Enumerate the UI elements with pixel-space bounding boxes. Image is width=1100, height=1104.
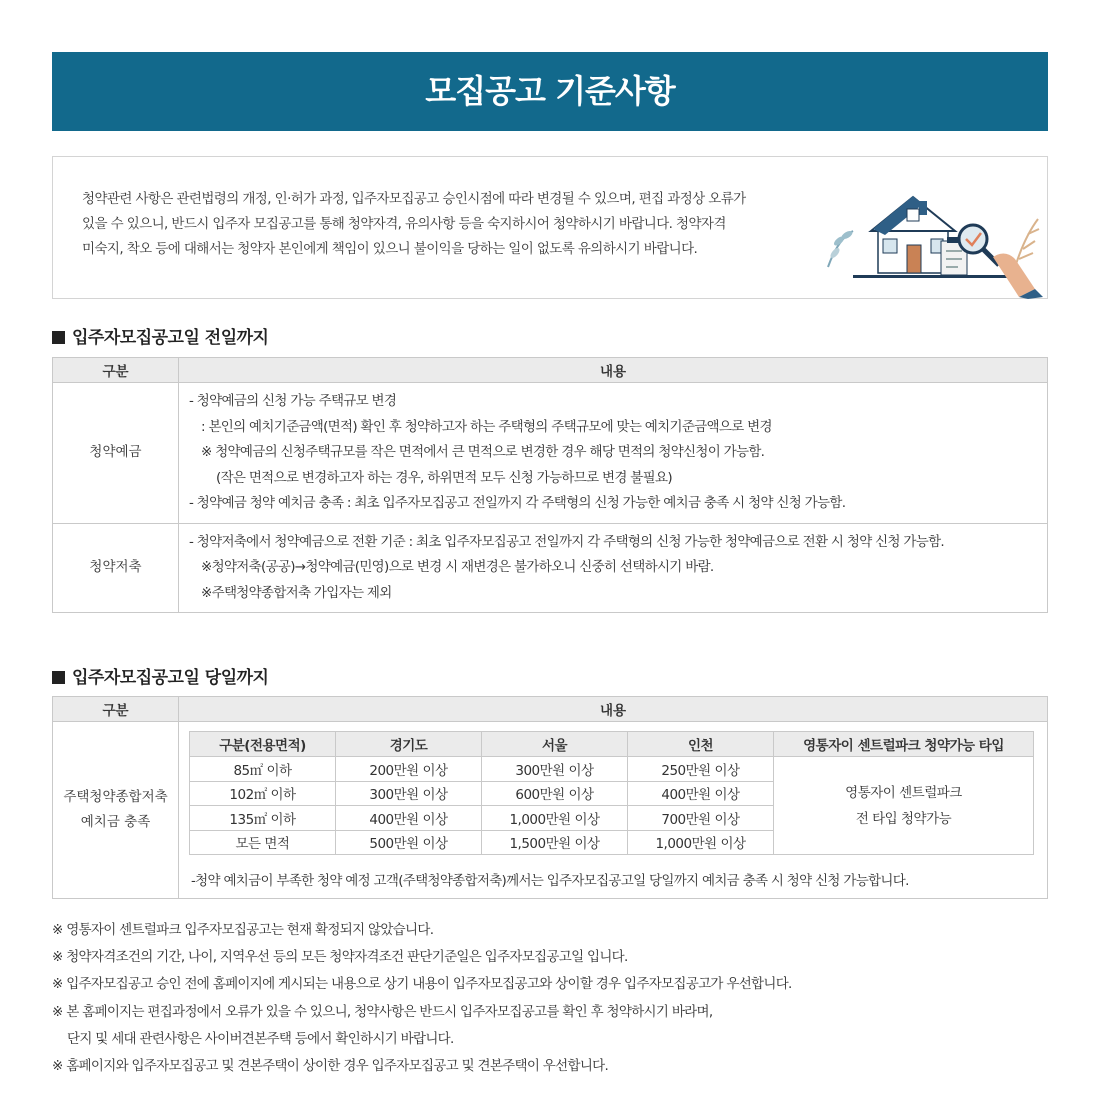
table-cell: 250만원 이상: [628, 757, 774, 782]
section1-title: [52, 323, 268, 348]
footnote: 단지 및 세대 관련사항은 사이버견본주택 등에서 확인하시기 바랍니다.: [67, 1030, 454, 1047]
square-bullet-icon: [52, 671, 65, 684]
category-line: 주택청약종합저축: [63, 789, 168, 805]
table-cell: 135㎡ 이하: [190, 806, 336, 831]
merged-line: 영통자이 센트럴파크: [845, 784, 962, 801]
table-cell: 700만원 이상: [628, 806, 774, 831]
content-line: - 청약예금 청약 예치금 충족 : 최초 입주자모집공고 전일까지 각 주택형의 신청 가능한 예치금 충족 시 청약 신청 가능함.: [189, 495, 846, 511]
deposit-header-gyeonggi: 경기도: [336, 732, 482, 757]
table-cell: 300만원 이상: [482, 757, 628, 782]
content-line: - 청약저축에서 청약예금으로 전환 기준 : 최초 입주자모집공고 전일까지 각 주택형의 신청 가능한 청약예금으로 전환 시 청약 신청 가능함.: [189, 533, 945, 550]
merged-line: 전 타입 청약가능: [855, 810, 952, 827]
content-line: : 본인의 예치기준금액(면적) 확인 후 청약하고자 하는 주택형의 주택규모에 맞는 예치기준금액으로 변경: [201, 418, 772, 435]
intro-line: 청약관련 사항은 관련법령의 개정, 인·허가 과정, 입주자모집공고 승인시점에 따라 변경될 수 있으며, 편집 과정상 오류가: [82, 191, 746, 207]
footnote: ※ 청약자격조건의 기간, 나이, 지역우선 등의 모든 청약자격조건 판단기준일은 입주자모집공고일 입니다.: [52, 949, 628, 966]
table-cell: 500만원 이상: [336, 830, 482, 855]
footnote: ※ 영통자이 센트럴파크 입주자모집공고는 현재 확정되지 않았습니다.: [52, 922, 434, 938]
content-line: ※ 청약예금의 신청주택규모를 작은 면적에서 큰 면적으로 변경한 경우 해당 면적의 청약신청이 가능함.: [201, 444, 765, 460]
category-line: 예치금 충족: [80, 814, 151, 830]
content-line: ※주택청약종합저축 가입자는 제외: [201, 584, 392, 601]
content-line: - 청약예금의 신청 가능 주택규모 변경: [189, 393, 397, 409]
deposit-header-seoul: 서울: [482, 732, 628, 757]
section2-title-text: 입주자모집공고일 당일까지: [72, 668, 269, 688]
deposit-note: -청약 예치금이 부족한 청약 예정 고객(주택청약종합저축)께서는 입주자모집공고일 당일까지 예치금 충족 시 청약 신청 가능합니다.: [191, 873, 909, 889]
table-cell: 102㎡ 이하: [190, 781, 336, 806]
content-line: ※청약저축(공공)→청약예금(민영)으로 변경 시 재변경은 불가하오니 신중히 선택하시기 바람.: [201, 559, 714, 575]
table-row: [53, 523, 1048, 613]
table-cell: 1,000만원 이상: [628, 830, 774, 855]
row-category: [53, 722, 179, 899]
table-cell: 300만원 이상: [336, 781, 482, 806]
column-header-category: 구분: [53, 358, 179, 383]
table-row: [53, 722, 1048, 899]
available-type-cell: [774, 757, 1034, 855]
deposit-header-incheon: 인천: [628, 732, 774, 757]
intro-line: 있을 수 있으니, 반드시 입주자 모집공고를 통해 청약자격, 유의사항 등을 숙지하시어 청약하시기 바랍니다. 청약자격: [82, 216, 726, 232]
column-header-category: 구분: [53, 697, 179, 722]
row-category: 청약예금: [53, 383, 179, 524]
intro-text: [82, 187, 812, 262]
footnotes: [52, 917, 792, 1080]
table-cell: 400만원 이상: [628, 781, 774, 806]
section1-title-text: 입주자모집공고일 전일까지: [72, 328, 269, 348]
deposit-table: [189, 731, 1034, 855]
footnote: ※ 본 홈페이지는 편집과정에서 오류가 있을 수 있으니, 청약사항은 반드시 입주자모집공고를 확인 후 청약하시기 바라며,: [52, 1003, 713, 1020]
section1-table: [52, 357, 1048, 613]
table-cell: 600만원 이상: [482, 781, 628, 806]
column-header-content: 내용: [179, 358, 1048, 383]
deposit-header-type: 영통자이 센트럴파크 청약가능 타입: [774, 732, 1034, 757]
intro-line: 미숙지, 착오 등에 대해서는 청약자 본인에게 책임이 있으니 불이익을 당하는 일이 없도록 유의하시기 바랍니다.: [82, 241, 698, 257]
section2-table: [52, 696, 1048, 899]
table-cell: 85㎡ 이하: [190, 757, 336, 782]
house-inspection-illustration: [823, 179, 1043, 299]
square-bullet-icon: [52, 331, 65, 344]
section2-title: [52, 663, 268, 688]
page-banner-title: 모집공고 기준사항: [52, 52, 1048, 131]
row-content: [179, 523, 1048, 613]
row-content: [179, 383, 1048, 524]
row-content: [179, 722, 1048, 899]
content-line: (작은 면적으로 변경하고자 하는 경우, 하위면적 모두 신청 가능하므로 변경 불필요): [216, 469, 672, 486]
footnote: ※ 홈페이지와 입주자모집공고 및 견본주택이 상이한 경우 입주자모집공고 및 견본주택이 우선합니다.: [52, 1058, 609, 1075]
table-cell: 모든 면적: [190, 830, 336, 855]
table-cell: 400만원 이상: [336, 806, 482, 831]
table-cell: 1,000만원 이상: [482, 806, 628, 831]
table-cell: 200만원 이상: [336, 757, 482, 782]
deposit-header-area: 구분(전용면적): [190, 732, 336, 757]
intro-box: [52, 156, 1048, 299]
footnote: ※ 입주자모집공고 승인 전에 홈페이지에 게시되는 내용으로 상기 내용이 입주자모집공고와 상이할 경우 입주자모집공고가 우선합니다.: [52, 976, 792, 993]
row-category: 청약저축: [53, 523, 179, 613]
table-row: [53, 383, 1048, 524]
table-row: [190, 757, 1034, 782]
table-cell: 1,500만원 이상: [482, 830, 628, 855]
column-header-content: 내용: [179, 697, 1048, 722]
